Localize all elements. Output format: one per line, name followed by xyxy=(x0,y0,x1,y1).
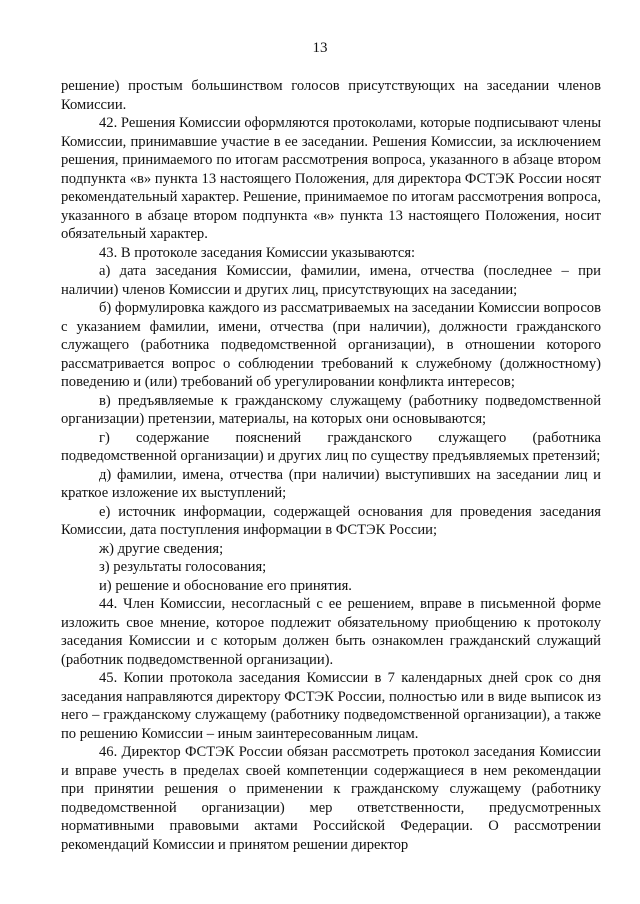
paragraph-46: 46. Директор ФСТЭК России обязан рассмотреть протокол заседания Комиссии и вправе учесть в пределах своей компетенции содержащиеся в нем рекомендации при принятии решения о применении к гражданскому служащему (работнику подведомственной организации) мер ответственности, предусмотренных нормативными правовыми актами Российской Федерации. О рассмотрении рекомендаций Комиссии и принятом решении директор xyxy=(61,744,601,853)
list-item-z: з) результаты голосования; xyxy=(99,559,267,575)
list-item-g: г) содержание пояснений гражданского служащего (работника подведомственной организации) и других лиц по существу предъявляемых претензий; xyxy=(61,429,601,464)
paragraph-42: 42. Решения Комиссии оформляются протоколами, которые подписывают члены Комиссии, принимавшие участие в ее заседании. Решения Комиссии, за исключением решения, принимаемого по итогам рассмотрения вопроса, указанного в абзаце втором подпункта «в» пункта 13 настоящего Положения, для директора ФСТЭК России носят рекомендательный характер. Решение, принимаемое по итогам рассмотрения вопроса, указанного в абзаце втором подпункта «в» пункта 13 настоящего Положения, носит обязательный характер. xyxy=(61,115,601,242)
document-body xyxy=(61,77,601,854)
paragraph-43: 43. В протоколе заседания Комиссии указываются: xyxy=(99,244,416,261)
list-item-zh: ж) другие сведения; xyxy=(99,540,224,557)
list-item-d: д) фамилии, имена, отчества (при наличии) выступивших на заседании лиц и краткое изложение их выступлений; xyxy=(61,466,601,501)
paragraph-45: 45. Копии протокола заседания Комиссии в 7 календарных дней срок со дня заседания направляются директору ФСТЭК России, полностью или в виде выписок из него – гражданскому служащему (работнику подведомственной организации), а также по решению Комиссии – иным заинтересованным лицам. xyxy=(61,670,601,742)
list-item-i: и) решение и обоснование его принятия. xyxy=(99,577,352,594)
list-item-e: е) источник информации, содержащей основания для проведения заседания Комиссии, дата поступления информации в ФСТЭК России; xyxy=(61,503,601,538)
page-number: 13 xyxy=(312,40,328,56)
paragraph-44: 44. Член Комиссии, несогласный с ее решением, вправе в письменной форме изложить свое мнение, которое подлежит обязательному приобщению к протоколу заседания Комиссии и с которым должен быть ознакомлен гражданский служащий (работник подведомственной организации). xyxy=(61,596,601,668)
paragraph-continuation: решение) простым большинством голосов присутствующих на заседании членов Комиссии. xyxy=(61,78,601,113)
list-item-a: а) дата заседания Комиссии, фамилии, имена, отчества (последнее – при наличии) членов Комиссии и других лиц, присутствующих на заседании; xyxy=(61,263,601,298)
list-item-v: в) предъявляемые к гражданскому служащему (работнику подведомственной организации) претензии, материалы, на которых они основываются; xyxy=(61,392,601,427)
list-item-b: б) формулировка каждого из рассматриваемых на заседании Комиссии вопросов с указанием фамилии, имени, отчества (при наличии), должности гражданского служащего (работника подведомственной организации), в отношении которого рассматривается вопрос о соблюдении требований к служебному (должностному) поведению и (или) требований об урегулировании конфликта интересов; xyxy=(61,300,601,390)
